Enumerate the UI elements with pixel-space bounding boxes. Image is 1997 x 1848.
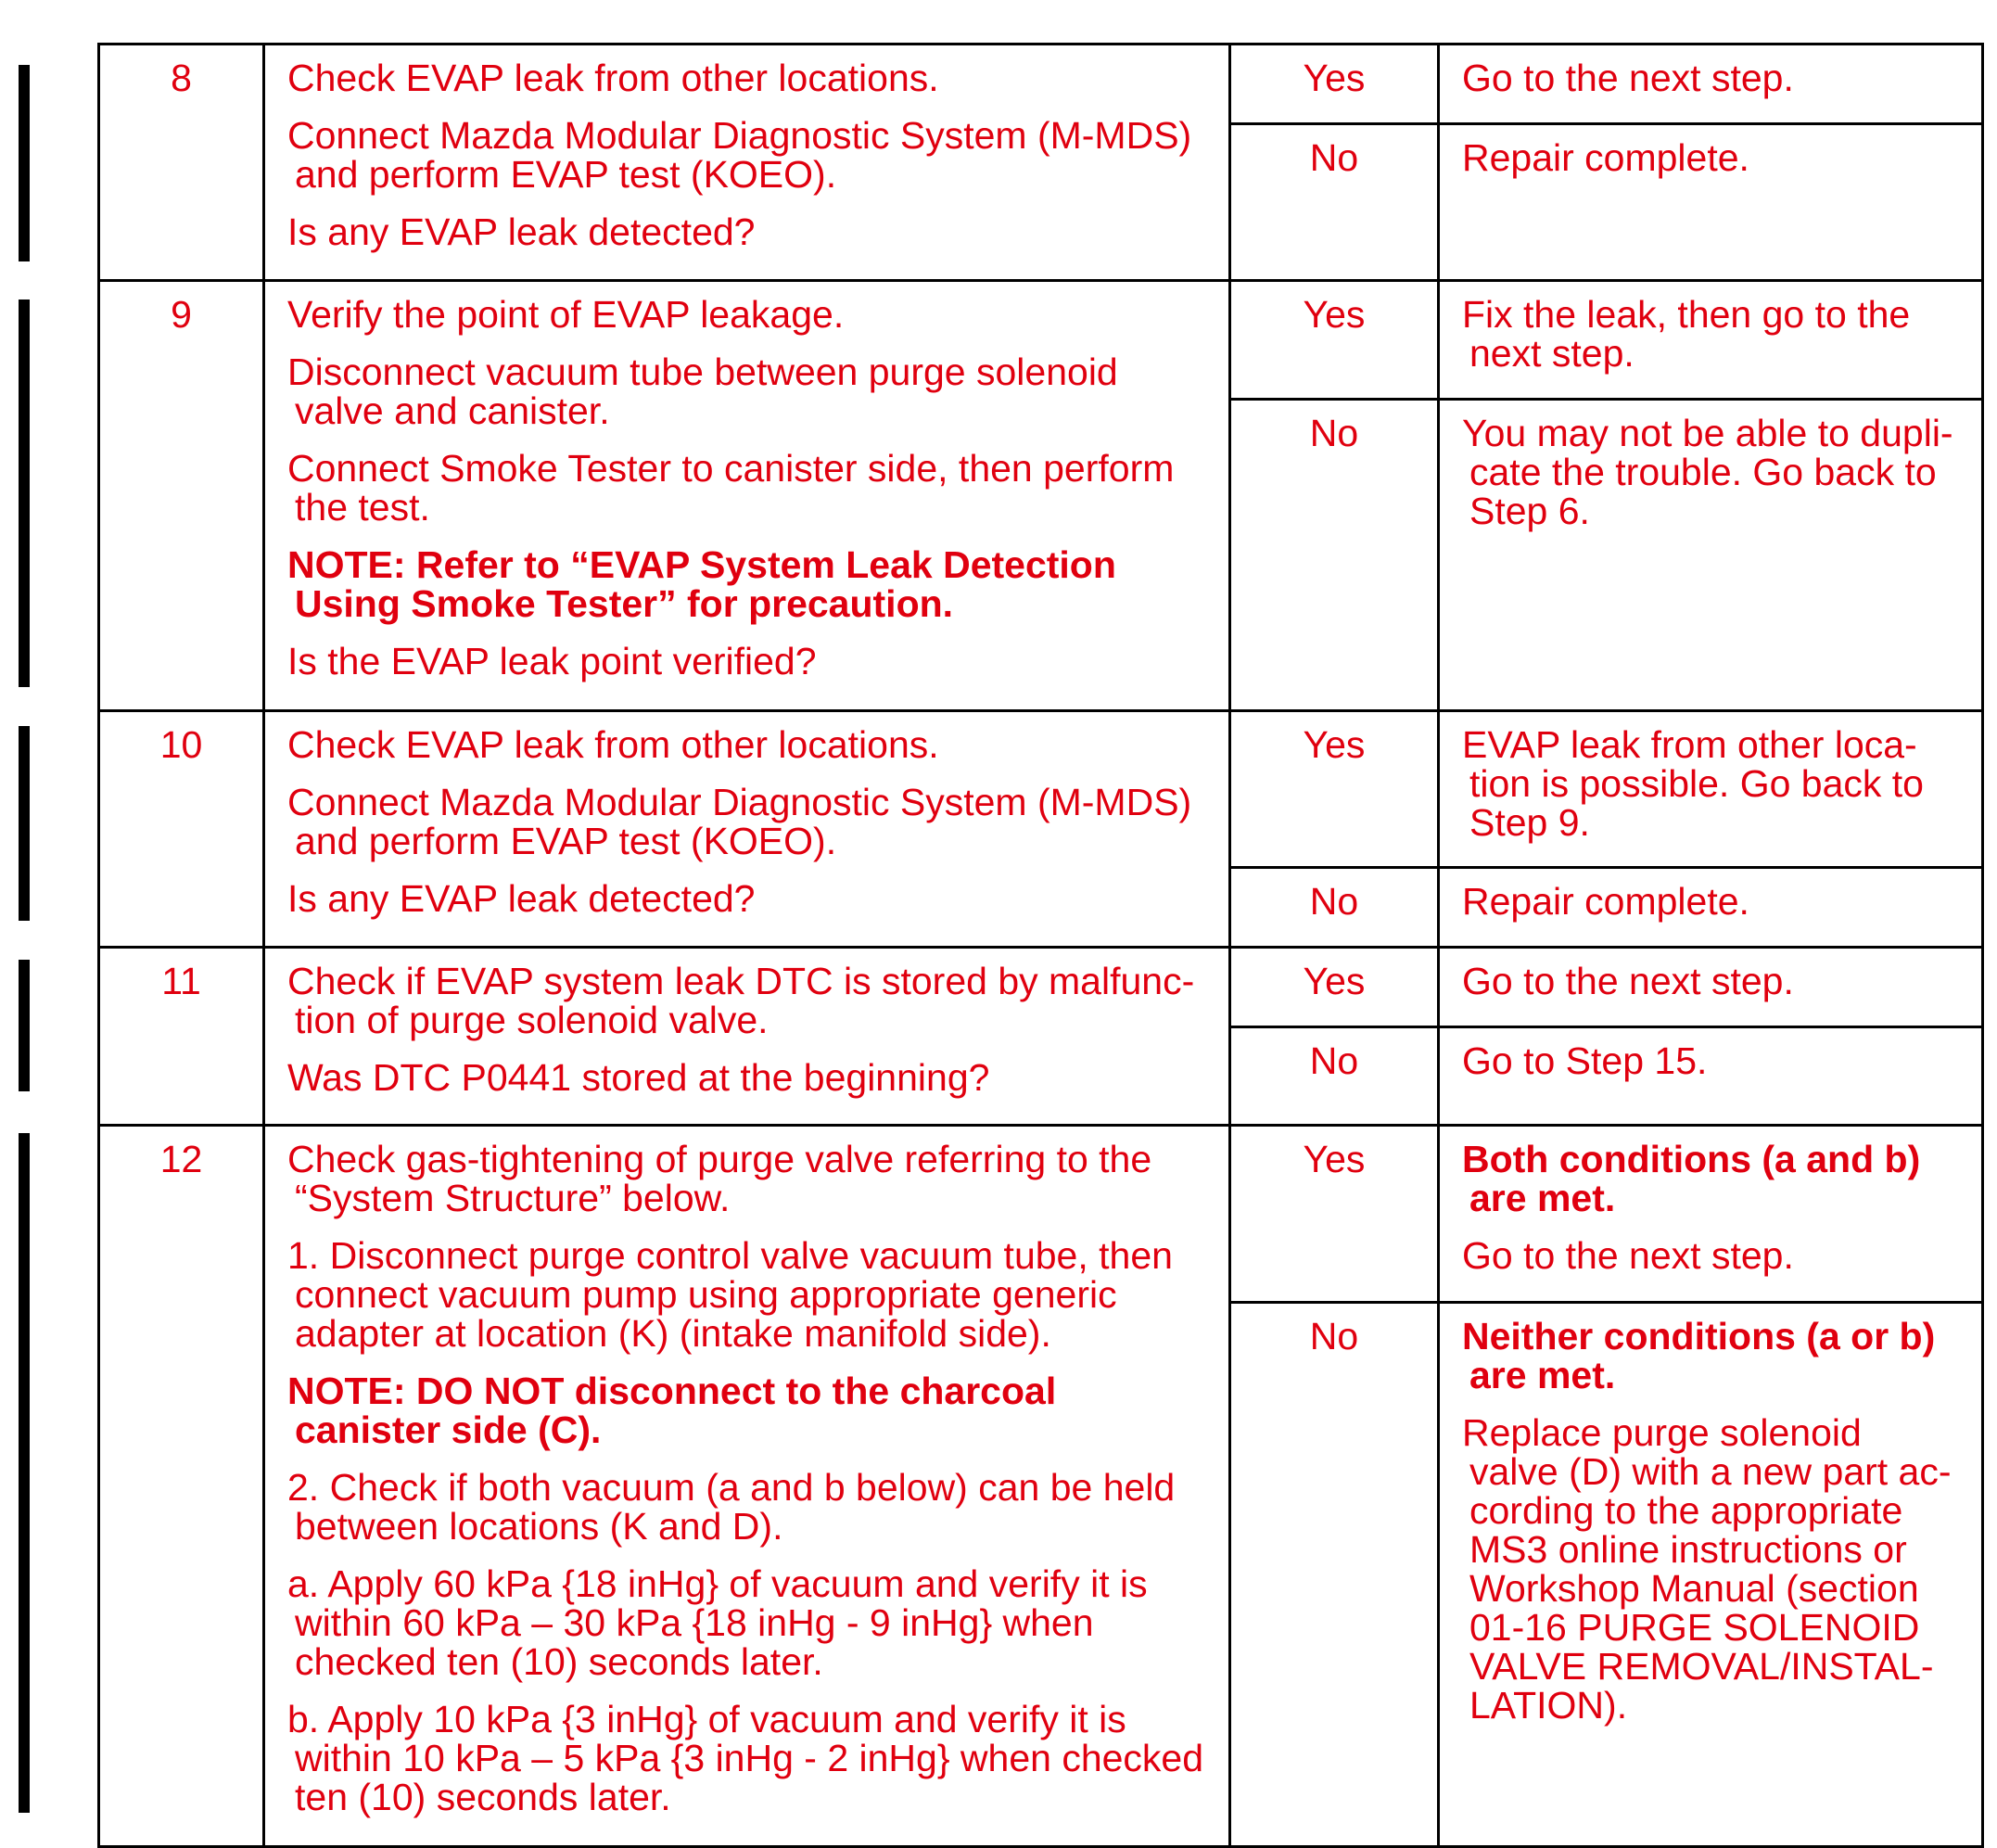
action-text: Is any EVAP leak detected? [287,877,756,920]
step-number: 9 [99,281,264,711]
answer-no: No [1230,1027,1439,1126]
result-cell [1439,868,1983,948]
note-text: NOTE: DO NOT disconnect to the charcoal canister side (C). [287,1370,1057,1451]
action-text: Check EVAP leak from other locations. [287,57,939,99]
action-cell [264,281,1230,711]
revision-bar [19,300,30,687]
result-text: Replace purge solenoid valve (D) with a new part ac-cording to the appropriate MS3 online instructions or Workshop Manual (section 01-16 PURGE SOLENOID VALVE REMOVAL/INSTAL-LATION). [1462,1411,1952,1727]
result-cell [1439,711,1983,868]
result-text: Fix the leak, then go to the next step. [1462,293,1911,375]
answer-no: No [1230,400,1439,711]
result-cell [1439,281,1983,400]
step-number: 8 [99,45,264,281]
result-cell [1439,948,1983,1027]
action-text: Check gas-tightening of purge valve referring to the “System Structure” below. [287,1138,1152,1219]
result-text: Repair complete. [1462,136,1749,179]
revision-bar [19,65,30,261]
action-text: Is any EVAP leak detected? [287,210,756,253]
diagnostic-procedure-table [97,43,1984,1848]
action-text: b. Apply 10 kPa {3 inHg} of vacuum and verify it is within 10 kPa – 5 kPa {3 inHg - 2 inHg} when checked ten (10) seconds later. [287,1698,1204,1818]
answer-no: No [1230,868,1439,948]
action-text: Check if EVAP system leak DTC is stored by malfunc-tion of purge solenoid valve. [287,960,1195,1041]
answer-yes: Yes [1230,281,1439,400]
action-cell [264,45,1230,281]
step-number: 11 [99,948,264,1126]
result-cell [1439,1303,1983,1847]
result-text: Go to the next step. [1462,57,1794,99]
table-row [99,948,1983,1027]
revision-bar [19,960,30,1091]
action-text: Connect Mazda Modular Diagnostic System (M-MDS) and perform EVAP test (KOEO). [287,114,1192,196]
result-condition: Both conditions (a and b) are met. [1462,1138,1921,1219]
action-cell [264,1126,1230,1847]
note-text: NOTE: Refer to “EVAP System Leak Detection Using Smoke Tester” for precaution. [287,543,1116,625]
result-condition: Neither conditions (a or b) are met. [1462,1315,1936,1396]
action-text: Connect Smoke Tester to canister side, then perform the test. [287,447,1175,529]
action-text: Connect Mazda Modular Diagnostic System (M-MDS) and perform EVAP test (KOEO). [287,781,1192,862]
step-number: 12 [99,1126,264,1847]
answer-yes: Yes [1230,45,1439,124]
result-cell [1439,45,1983,124]
revision-bar [19,726,30,921]
answer-no: No [1230,124,1439,281]
action-cell [264,948,1230,1126]
result-text: EVAP leak from other loca-tion is possible. Go back to Step 9. [1462,723,1924,844]
step-number: 10 [99,711,264,948]
action-text: a. Apply 60 kPa {18 inHg} of vacuum and verify it is within 60 kPa – 30 kPa {18 inHg - 9 inHg} when checked ten (10) seconds later. [287,1562,1148,1683]
result-cell [1439,400,1983,711]
action-text: Is the EVAP leak point verified? [287,640,817,682]
table-row [99,1126,1983,1303]
action-text: 1. Disconnect purge control valve vacuum tube, then connect vacuum pump using appropriate generic adapter at location (K) (intake manifold side). [287,1234,1173,1355]
action-text: 2. Check if both vacuum (a and b below) can be held between locations (K and D). [287,1466,1176,1548]
action-text: Verify the point of EVAP leakage. [287,293,845,336]
result-text: You may not be able to dupli-cate the trouble. Go back to Step 6. [1462,412,1953,532]
result-text: Go to the next step. [1462,960,1794,1002]
table-row [99,281,1983,400]
action-text: Check EVAP leak from other locations. [287,723,939,766]
answer-yes: Yes [1230,711,1439,868]
result-text: Repair complete. [1462,880,1749,923]
action-cell [264,711,1230,948]
action-text: Was DTC P0441 stored at the beginning? [287,1056,990,1099]
action-text: Disconnect vacuum tube between purge solenoid valve and canister. [287,350,1118,432]
table-row [99,45,1983,124]
result-cell [1439,1027,1983,1126]
result-cell [1439,1126,1983,1303]
result-text: Go to the next step. [1462,1234,1794,1277]
result-cell [1439,124,1983,281]
answer-yes: Yes [1230,948,1439,1027]
table-row [99,711,1983,868]
revision-bar [19,1133,30,1813]
answer-yes: Yes [1230,1126,1439,1303]
answer-no: No [1230,1303,1439,1847]
result-text: Go to Step 15. [1462,1039,1708,1082]
